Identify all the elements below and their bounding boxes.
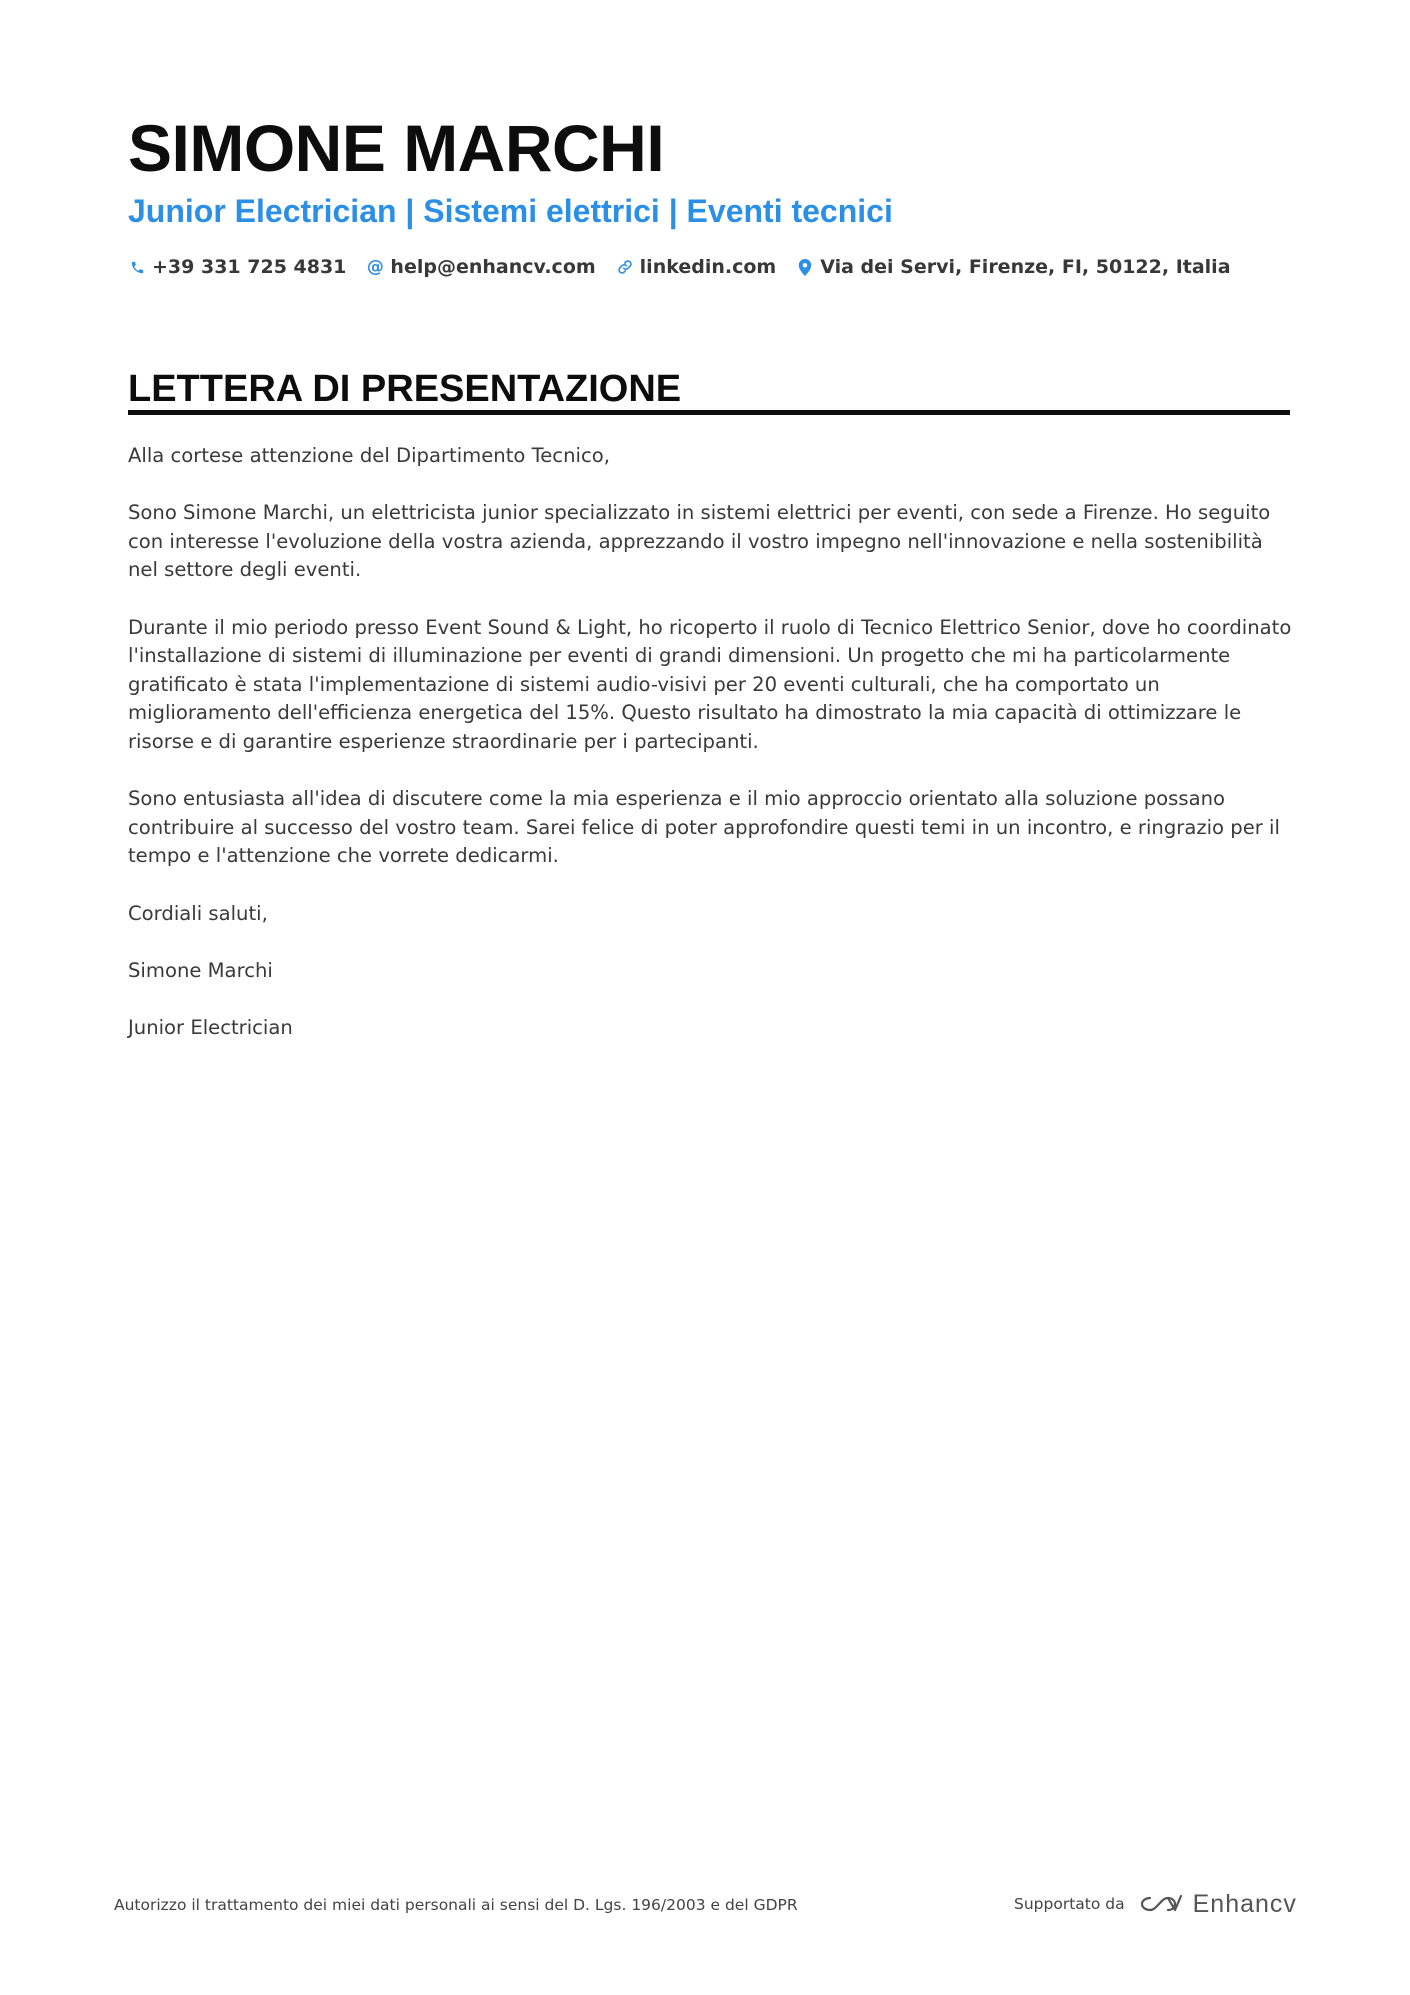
section-divider [128,410,1290,415]
powered-by [1014,1887,1297,1921]
enhancv-logo-icon [1137,1892,1183,1916]
contact-linkedin [616,253,777,281]
linkedin-link[interactable]: linkedin.com [639,256,777,278]
enhancv-logo[interactable] [1137,1890,1297,1919]
address: Via dei Servi, Firenze, FI, 50122, Italia [820,256,1231,278]
candidate-headline: Junior Electrician | Sistemi elettrici | Eventi tecnici [128,193,893,229]
letter-body [128,442,1298,1071]
privacy-consent: Autorizzo il trattamento dei miei dati personali ai sensi del D. Lgs. 196/2003 e del GDPR [114,1896,798,1914]
signature-title: Junior Electrician [128,1015,293,1039]
signature-name: Simone Marchi [128,958,273,982]
link-icon [616,258,634,276]
phone-number: +39 331 725 4831 [152,256,347,278]
letter-salutation: Alla cortese attenzione del Dipartimento Tecnico, [128,444,610,467]
contact-address [796,253,1230,281]
letter-paragraph: Sono entusiasta all'idea di discutere come la mia esperienza e il mio approccio orientato alla soluzione possano contribuire al successo del vostro team. Sarei felice di poter approfondire questi temi in un incontro, e ringrazio per il tempo e l'attenzione che vorrete dedicarmi. [128,787,1280,868]
location-pin-icon [796,258,814,276]
powered-by-label: Supportato da [1014,1895,1125,1913]
phone-icon [128,258,146,276]
email-address[interactable]: help@enhancv.com [390,256,596,278]
letter-paragraph: Durante il mio periodo presso Event Sound & Light, ho ricoperto il ruolo di Tecnico Elettrico Senior, dove ho coordinato l'installazione di sistemi di illuminazione per eventi di grandi dimensioni. Un progetto che mi ha particolarmente gratificato è stata l'implementazione di sistemi audio-visivi per 20 eventi culturali, che ha comportato un miglioramento dell'efficienza energetica del 15%. Questo risultato ha dimostrato la mia capacità di ottimizzare le risorse e di garantire esperienze straordinarie per i partecipanti. [128,615,1292,753]
at-icon: @ [366,257,384,277]
letter-paragraph: Sono Simone Marchi, un elettricista junior specializzato in sistemi elettrici per eventi, con sede a Firenze. Ho seguito con interesse l'evoluzione della vostra azienda, apprezzando il vostro impegno nell'innovazione e nella sostenibilità nel settore degli eventi. [128,501,1271,582]
contact-bar [128,253,1231,281]
candidate-name: SIMONE MARCHI [128,111,665,185]
brand-name: Enhancv [1192,1889,1297,1918]
letter-closing: Cordiali saluti, [128,901,268,925]
contact-phone [128,253,346,281]
contact-email [366,253,595,281]
section-title: LETTERA DI PRESENTAZIONE [128,368,682,410]
